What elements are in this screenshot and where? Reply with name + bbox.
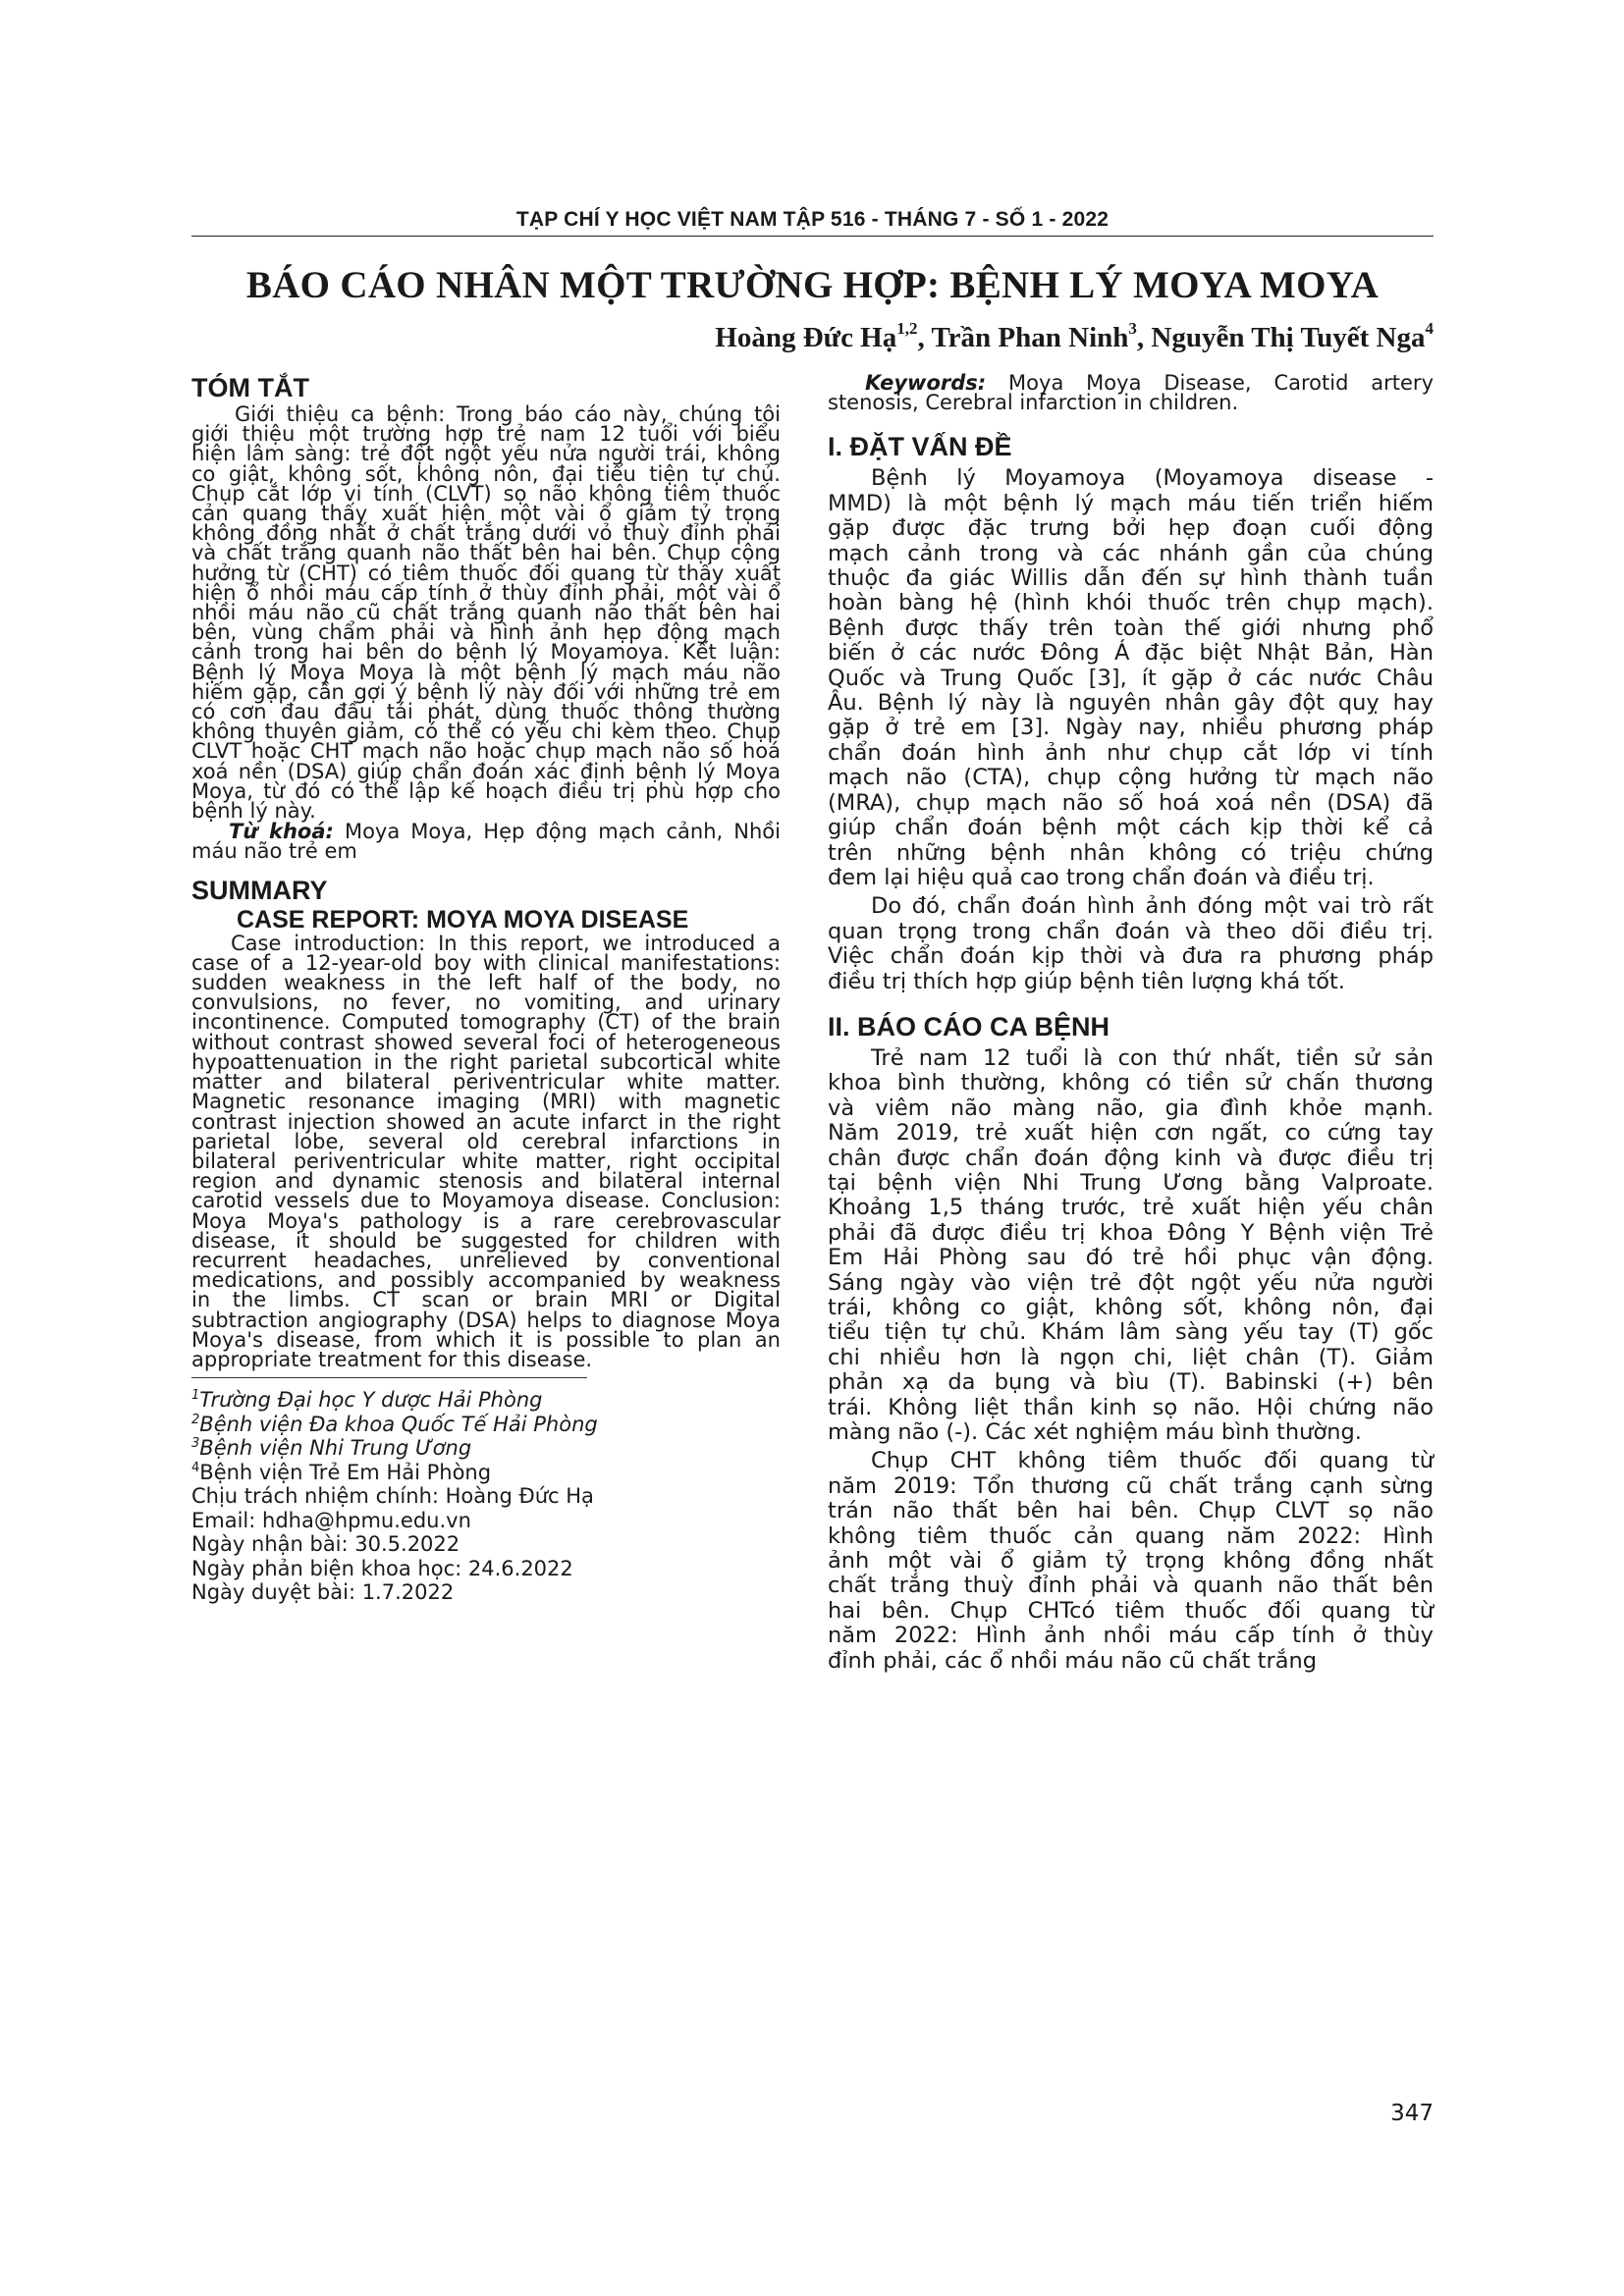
text-line: hiện ổ nhồi máu cấp tính ở thùy đỉnh phải, một vài ổ [191, 580, 781, 605]
text-line: without contrast showed several foci of heterogeneous [191, 1030, 781, 1054]
text-line: hiện lâm sàng: trẻ đột ngột yếu nửa người trái, không [191, 442, 781, 466]
footnote-reviewed: Ngày phản biện khoa học: 24.6.2022 [191, 1556, 573, 1580]
text-line: appropriate treatment for this disease. [191, 1347, 593, 1371]
text-line: giúp chẩn đoán bệnh một cách kịp thời kể cả [828, 815, 1434, 841]
header-rule [191, 236, 1434, 237]
text-line: mạch não (CTA), chụp cộng hưởng từ mạch não [828, 765, 1434, 791]
footnote-accepted: Ngày duyệt bài: 1.7.2022 [191, 1580, 455, 1605]
text-line: gặp được đặc trưng bởi hẹp đoạn cuối động [828, 515, 1434, 542]
text-line: bệnh lý này. [191, 799, 316, 824]
text-line: điều trị thích hợp giúp bệnh tiên lượng khá tốt. [828, 968, 1345, 994]
text-line: chi nhiều hơn là ngọn chi, liệt chân (T). Giảm [828, 1344, 1434, 1370]
text-line: không thuyên giảm, có thể có yếu chi kèm theo. Chụp [191, 720, 781, 744]
text-line: (MRA), chụp mạch não số hoá xoá nền (DSA) đã [828, 789, 1434, 816]
text-line: và chất trắng quanh não thất bên hai bên. Chụp cộng [191, 541, 781, 565]
author-affiliation: 1,2 [896, 319, 918, 338]
text-line: năm 2019: Tổn thương cũ chất trắng cạnh sừng [828, 1472, 1434, 1499]
keywords-label: Keywords: [865, 371, 987, 395]
text-line: xoá nền (DSA) giúp chẩn đoán xác định bệnh lý Moya [191, 759, 781, 783]
text-line: region and dynamic stenosis and bilateral internal [191, 1169, 781, 1194]
text-line: Bệnh lý Moya Moya là một bệnh lý mạch máu não [191, 660, 781, 684]
text-line: trái, không co giật, không sốt, không nôn, đại [828, 1295, 1434, 1320]
text-line: không đồng nhất ở chất trắng dưới vỏ thuỳ đỉnh phải [191, 521, 781, 546]
text-line: co giật, không sốt, không nôn, đại tiểu tiện tự chủ. [191, 461, 781, 486]
text-line: màng não (-). Các xét nghiệm máu bình thường. [828, 1419, 1362, 1446]
text-line: Giới thiệu ca bệnh: Trong báo cáo này, chúng tôi [235, 402, 781, 426]
text-line: thuộc đa giác Willis dẫn đến sự hình thành tuần [828, 565, 1434, 592]
author-name: Hoàng Đức Hạ [715, 322, 897, 353]
page-number: 347 [1390, 2101, 1434, 2126]
text-line: MMD) là một bệnh lý mạch máu tiến triển hiếm [828, 490, 1434, 516]
text-line: phản xạ da bụng và bìu (T). Babinski (+) bên [828, 1369, 1434, 1396]
text-line: Bệnh lý Moyamoya (Moyamoya disease - [871, 465, 1434, 492]
text-line: subtraction angiography (DSA) helps to diagnose Moya [191, 1308, 781, 1332]
text-line: chất trắng thuỳ đỉnh phải và quanh não thất bên [828, 1573, 1434, 1599]
text-line: Moya's disease, from which it is possible to plan an [191, 1327, 781, 1352]
section2-paragraph [828, 1449, 1434, 1674]
footnote-affiliation: $^1$Trường Đại học Y dược Hải Phòng [191, 1388, 543, 1413]
footnote-responsible: Chịu trách nhiệm chính: Hoàng Đức Hạ [191, 1484, 594, 1509]
text-line: gặp ở trẻ em [3]. Ngày nay, nhiều phương pháp [828, 715, 1434, 741]
text-line: ảnh một vài ổ giảm tỷ trọng không đồng nhất [828, 1548, 1434, 1575]
text-line: và viêm não màng não, gia đình khỏe mạnh. [828, 1095, 1434, 1121]
text-line: Moya, từ đó có thể lập kế hoạch điều trị phù hợp cho [191, 778, 781, 803]
text-line: Trẻ nam 12 tuổi là con thứ nhất, tiền sử sản [871, 1044, 1434, 1071]
text-line: Chụp cắt lớp vi tính (CLVT) sọ não không tiêm thuốc [191, 481, 781, 506]
text-line: Moya Moya's pathology is a rare cerebrovascular [191, 1208, 781, 1233]
text-line: Sáng ngày vào viện trẻ đột ngột yếu nửa người [828, 1269, 1434, 1296]
text-line: case of a 12-year-old boy with clinical manifestations: [191, 950, 781, 975]
text-line: năm 2022: Hình ảnh nhồi máu cấp tính ở thùy [828, 1623, 1434, 1649]
text-line: Do đó, chẩn đoán hình ảnh đóng một vai trò rất [871, 893, 1434, 920]
summary-heading: SUMMARY [191, 875, 328, 905]
footnote-affiliation: $^3$Bệnh viện Nhi Trung Ương [191, 1436, 472, 1461]
text-line: không tiêm thuốc cản quang năm 2022: Hình [828, 1522, 1434, 1549]
text-line: phải đã được điều trị khoa Đông Y Bệnh viện Trẻ [828, 1219, 1434, 1246]
text-line: đỉnh phải, các ổ nhồi máu não cũ chất trắng [828, 1647, 1318, 1674]
text-line: trán não thất bên hai bên. Chụp CLVT sọ não [828, 1498, 1434, 1524]
author-list: Hoàng Đức Hạ$^{1,2}$, Trần Phan Ninh$^3$, Nguyễn Thị Tuyết Nga$^4$ [715, 319, 1434, 353]
text-line: Năm 2019, trẻ xuất hiện cơn ngất, co cứng tay [828, 1120, 1434, 1147]
text-line: trên những bệnh nhân không có triệu chứng [828, 839, 1434, 866]
text-line: Case introduction: In this report, we introduced a [231, 931, 781, 955]
text-line: Âu. Bệnh lý này là nguyên nhân gây đột quỵ hay [828, 690, 1434, 717]
text-line: Chụp CHT không tiêm thuốc đối quang từ [871, 1448, 1434, 1474]
text-line: chẩn đoán hình ảnh như chụp cắt lớp vi tính [828, 739, 1434, 766]
text-line: quan trọng trong chẩn đoán và theo dõi điều trị. [828, 918, 1434, 944]
text-line: recurrent headaches, unrelieved by conventional [191, 1248, 781, 1272]
text-line: convulsions, no fever, no vomiting, and urinary [191, 990, 781, 1015]
summary-subtitle: CASE REPORT: MOYA MOYA DISEASE [237, 905, 689, 934]
text-line: hưởng từ (CHT) có tiêm thuốc đối quang từ thấy xuất [191, 561, 781, 585]
right-column [828, 373, 1434, 1674]
text-line: nhồi máu não cũ chất trắng quanh não thất bên hai [191, 601, 781, 625]
text-line: bilateral periventricular white matter, right occipital [191, 1148, 781, 1173]
text-line: trái. Không liệt thần kinh sọ não. Hội chứng não [828, 1394, 1434, 1420]
author-name: Trần Phan Ninh [931, 322, 1129, 353]
footnote-received: Ngày nhận bài: 30.5.2022 [191, 1532, 460, 1557]
text-line: CLVT hoặc CHT mạch não hoặc chụp mạch não số hoá [191, 739, 781, 764]
text-line: carotid vessels due to Moyamoya disease. Conclusion: [191, 1189, 781, 1213]
text-line: biến ở các nước Đông Á đặc biệt Nhật Bản, Hàn [828, 640, 1434, 667]
section1-heading: I. ĐẶT VẤN ĐỀ [828, 432, 1012, 462]
text-line: disease, it should be suggested for children with [191, 1228, 781, 1253]
text-line: bên, vùng chẩm phải và hình ảnh hẹp động mạch [191, 620, 781, 645]
text-line: Em Hải Phòng sau đó trẻ hồi phục vận động. [828, 1245, 1434, 1271]
text-line: tiểu tiện tự chủ. Khám lâm sàng yếu tay (T) gốc [828, 1319, 1434, 1346]
text-line: giới thiệu một trường hợp trẻ nam 12 tuổi với biểu [191, 422, 781, 447]
text-line: cảnh trong hai bên do bệnh lý Moyamoya. Kết luận: [191, 640, 781, 665]
tom-tat-abstract [191, 402, 781, 824]
text-line: medications, and possibly accompanied by weakness [191, 1268, 781, 1293]
text-line: sudden weakness in the left half of the body, no [191, 971, 781, 995]
text-line: Quốc và Trung Quốc [3], ít gặp ở các nước Châu [828, 665, 1434, 691]
footnote-email[interactable]: Email: hdha@hpmu.edu.vn [191, 1508, 471, 1532]
footnotes [191, 1388, 781, 1605]
article-title: BÁO CÁO NHÂN MỘT TRƯỜNG HỢP: BỆNH LÝ MOYA MOYA [245, 264, 1380, 306]
text-line: Magnetic resonance imaging (MRI) with magnetic [191, 1090, 781, 1114]
text-line: khoa bình thường, không có tiền sử chấn thương [828, 1070, 1434, 1096]
text-line: matter and bilateral periventricular white matter. [191, 1070, 781, 1095]
left-column [191, 373, 781, 1605]
text-line: có cơn đau đầu tái phát, dùng thuốc thông thường [191, 700, 781, 724]
text-line: Việc chẩn đoán kịp thời và đưa ra phương pháp [828, 943, 1434, 970]
text-line: hypoattenuation in the right parietal subcortical white [191, 1049, 781, 1074]
summary-keywords: Keywords: Moya Moya Disease, Carotid artery stenosis, Cerebral infarction in children. [828, 371, 1434, 415]
section1-paragraph [828, 466, 1434, 890]
footnote-affiliation: $^2$Bệnh viện Đa khoa Quốc Tế Hải Phòng [191, 1412, 598, 1436]
author-affiliation: 3 [1128, 319, 1137, 338]
tom-tat-keywords: Từ khoá: Moya Moya, Hẹp động mạch cảnh, Nhồi máu não trẻ em [191, 820, 781, 864]
text-line: Khoảng 1,5 tháng trước, trẻ xuất hiện yếu chân [828, 1195, 1434, 1221]
text-line: đem lại hiệu quả cao trong chẩn đoán và điều trị. [828, 864, 1375, 890]
text-line: in the limbs. CT scan or brain MRI or Digital [191, 1288, 781, 1312]
text-line: Bệnh được thấy trên toàn thế giới nhưng phổ [828, 614, 1434, 641]
text-line: incontinence. Computed tomography (CT) of the brain [191, 1010, 781, 1035]
text-line: hoàn bàng hệ (hình khói thuốc trên chụp mạch). [828, 590, 1434, 616]
section1-paragraph [828, 894, 1434, 994]
author-affiliation: 4 [1425, 319, 1434, 338]
text-line: contrast injection showed an acute infarct in the right [191, 1109, 781, 1134]
keywords-label: Từ khoá: [229, 820, 334, 844]
section2-heading: II. BÁO CÁO CA BỆNH [828, 1011, 1110, 1041]
running-head: TẠP CHÍ Y HỌC VIỆT NAM TẬP 516 - THÁNG 7 - SỐ 1 - 2022 [515, 208, 1110, 231]
summary-abstract [191, 931, 781, 1371]
tom-tat-heading: TÓM TẮT [191, 373, 309, 402]
text-line: mạch cảnh trong và các nhánh gần của chúng [828, 540, 1434, 566]
author-name: Nguyễn Thị Tuyết Nga [1151, 322, 1426, 353]
text-line: hiếm gặp, cần gợi ý bệnh lý này đối với những trẻ em [191, 679, 781, 704]
text-line: hai bên. Chụp CHTcó tiêm thuốc đối quang từ [828, 1597, 1434, 1624]
footnote-rule [191, 1377, 587, 1378]
text-line: parietal lobe, several old cerebral infarctions in [191, 1129, 781, 1153]
text-line: cản quang thấy xuất hiện một vài ổ giảm tỷ trọng [191, 502, 781, 526]
footnote-affiliation: $^4$Bệnh viện Trẻ Em Hải Phòng [191, 1460, 492, 1484]
text-line: tại bệnh viện Nhi Trung Ương bằng Valproate. [828, 1169, 1434, 1196]
text-line: chân được chẩn đoán động kinh và được điều trị [828, 1145, 1434, 1171]
section2-paragraph [828, 1046, 1434, 1446]
